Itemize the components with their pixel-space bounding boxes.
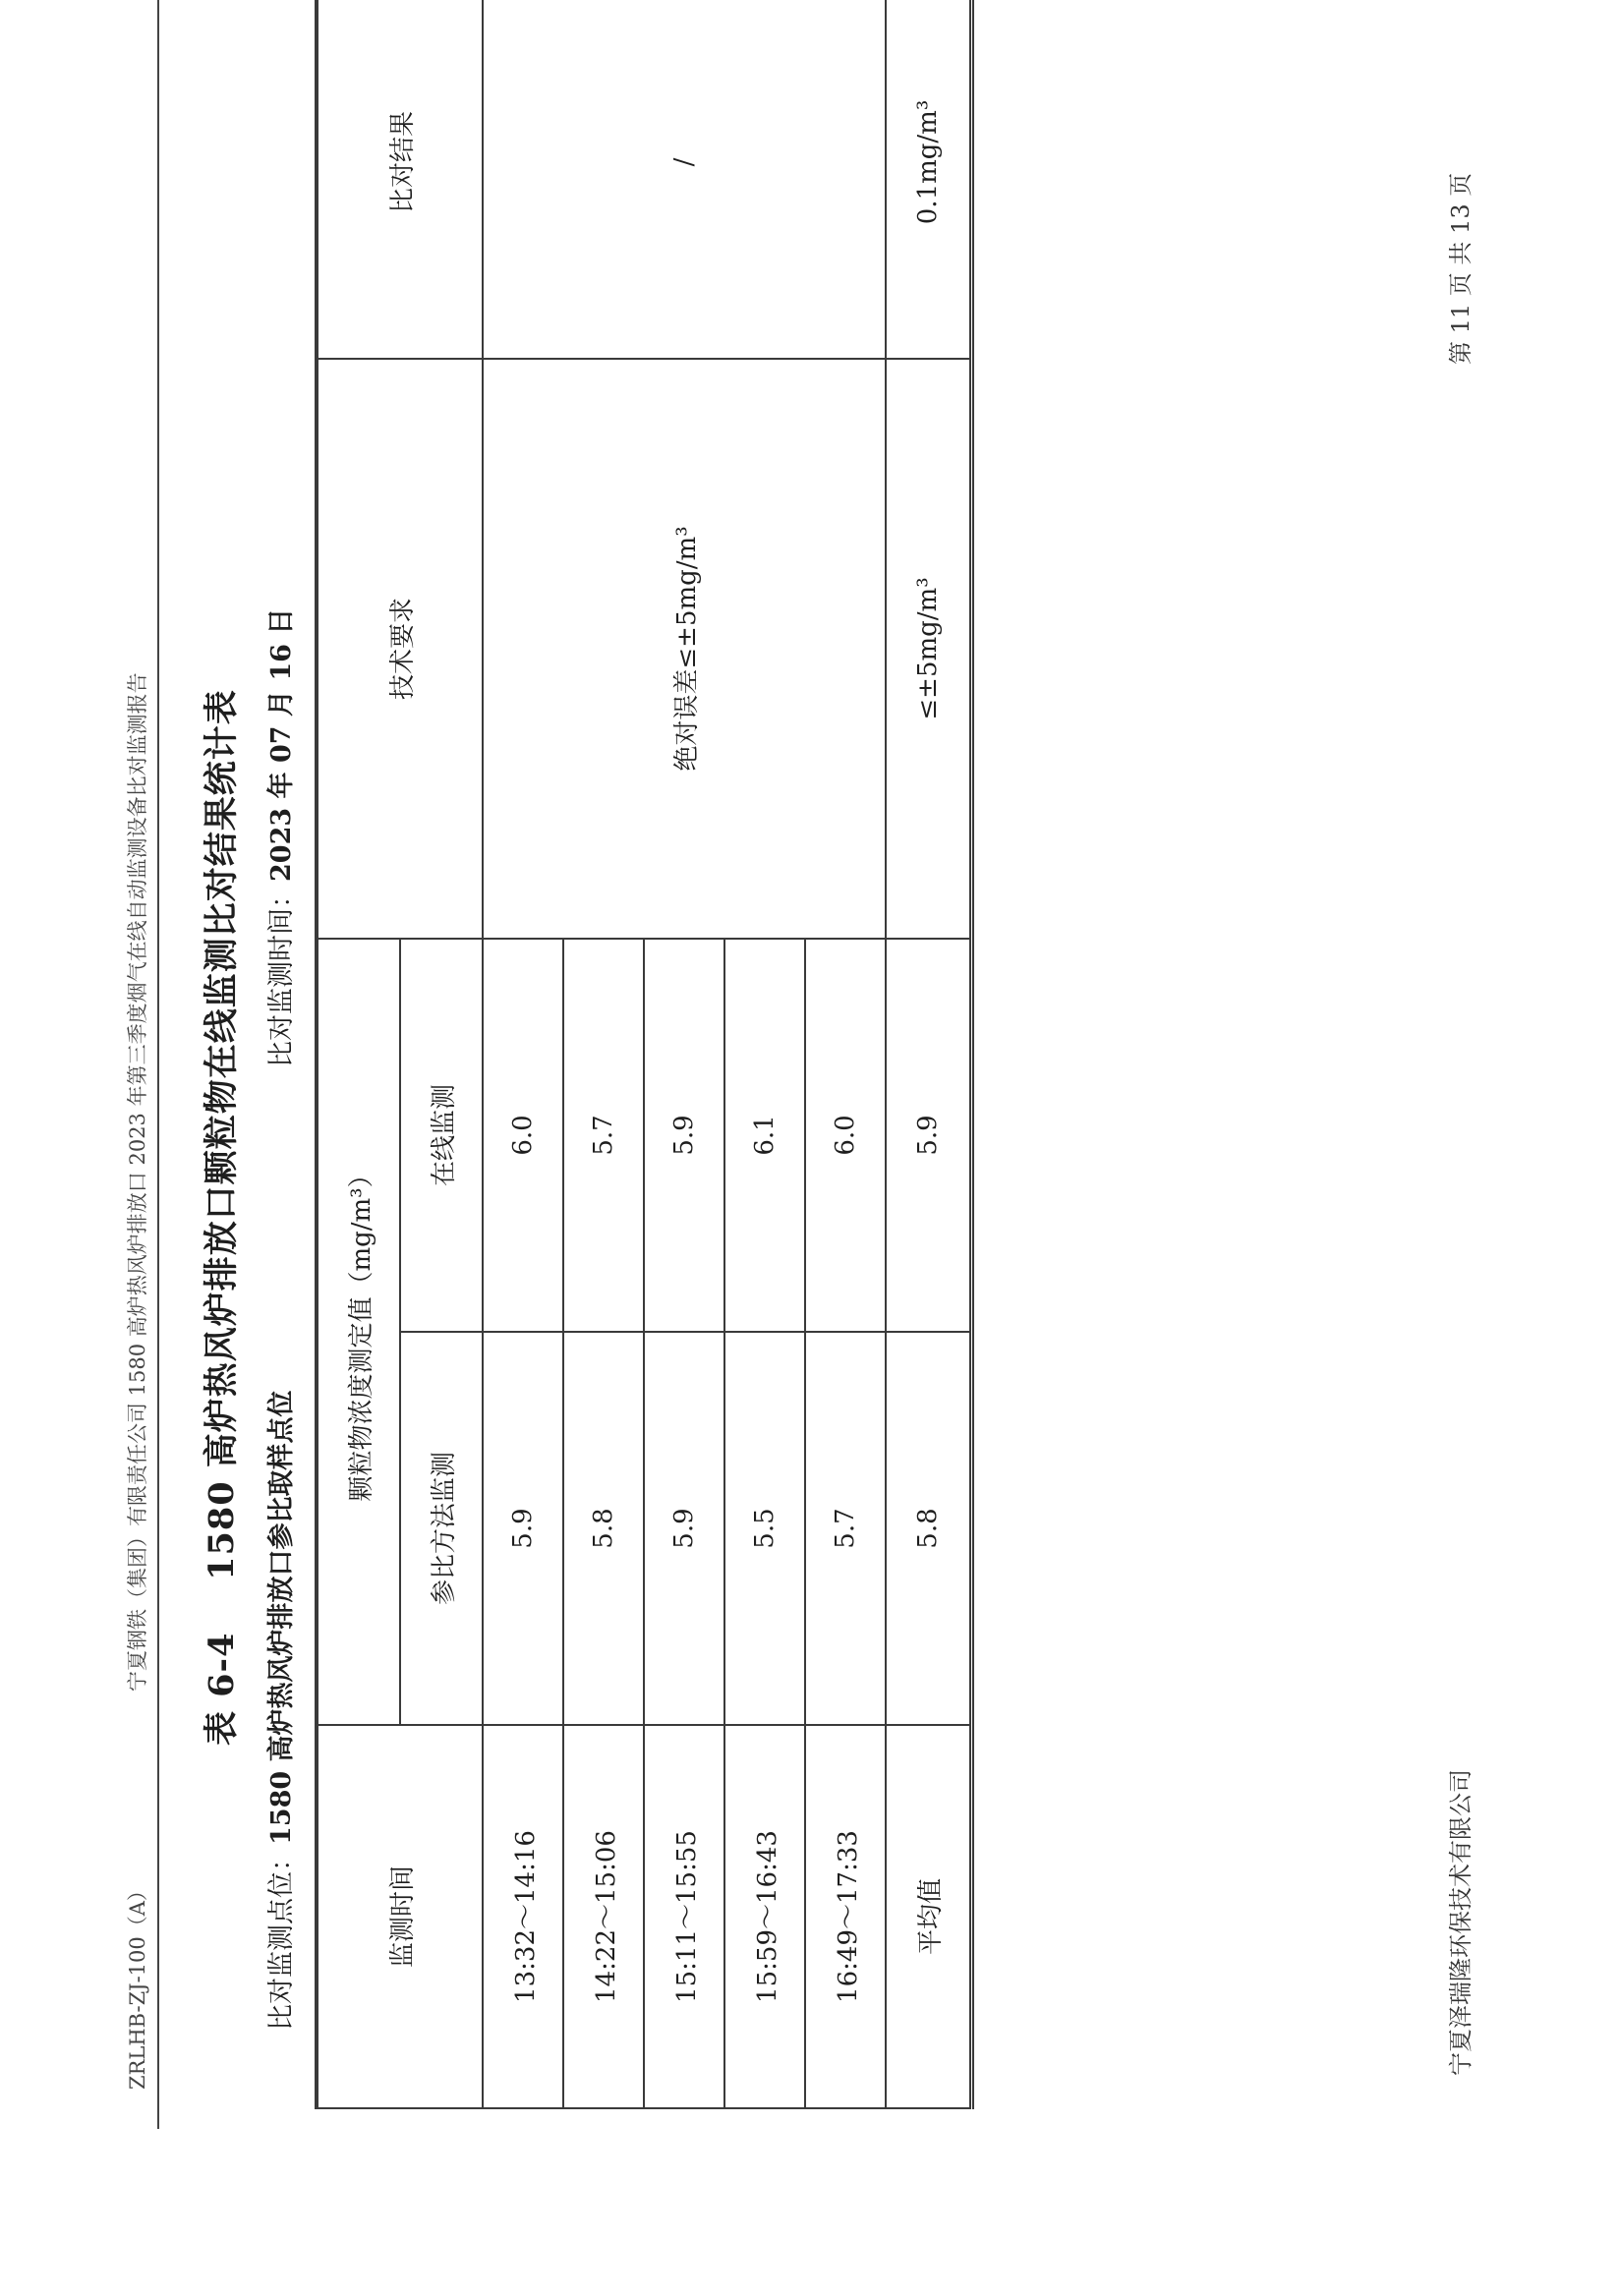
cell-time: 15:11～15:55: [644, 1725, 724, 2108]
table-title-text: 1580 高炉热风炉排放口颗粒物在线监测比对结果统计表: [202, 689, 242, 1580]
cell-online: 6.0: [805, 939, 886, 1332]
cell-online: 6.0: [483, 939, 563, 1332]
report-name: 宁夏钢铁（集团）有限责任公司 1580 高炉热风炉排放口 2023 年第三季度烟气在线自动监测设备比对监测报告: [126, 672, 149, 1692]
cell-ref: 5.9: [644, 1332, 724, 1725]
monitoring-point: [260, 1390, 298, 2031]
monitoring-time: [260, 608, 298, 1067]
avg-label: 平均值: [886, 1725, 972, 2108]
header-cell-result: 比对结果: [317, 0, 483, 359]
table-row: [483, 0, 563, 2108]
cell-ref: 5.9: [483, 1332, 563, 1725]
cell-requirement: 绝对误差≤±5mg/m³: [483, 359, 886, 939]
avg-online: 5.9: [886, 939, 972, 1332]
header-rule: [157, 0, 159, 2129]
header-cell-requirement: 技术要求: [317, 359, 483, 939]
avg-requirement: ≤±5mg/m³: [886, 359, 972, 939]
avg-ref: 5.8: [886, 1332, 972, 1725]
cell-time: 14:22～15:06: [563, 1725, 644, 2108]
cell-result: /: [483, 0, 886, 359]
header-cell-online: 在线监测: [400, 939, 483, 1332]
cell-ref: 5.5: [724, 1332, 805, 1725]
header-cell-ref: 参比方法监测: [400, 1332, 483, 1725]
monitoring-time-label: 比对监测时间：: [266, 882, 297, 1067]
avg-result: 0.1mg/m³: [886, 0, 972, 359]
cell-ref: 5.8: [563, 1332, 644, 1725]
comparison-table: [315, 0, 974, 2109]
cell-time: 16:49～17:33: [805, 1725, 886, 2108]
cell-time: 15:59～16:43: [724, 1725, 805, 2108]
header-cell-time: 监测时间: [317, 1725, 483, 2108]
monitoring-point-value: 1580 高炉热风炉排放口参比取样点位: [266, 1390, 297, 1845]
cell-online: 5.7: [563, 939, 644, 1332]
doc-code: ZRLHB-ZJ-100（A）: [126, 1880, 149, 2090]
monitoring-point-label: 比对监测点位：: [266, 1845, 297, 2031]
cell-online: 5.9: [644, 939, 724, 1332]
cell-time: 13:32～14:16: [483, 1725, 563, 2108]
footer-page-number: 第 11 页 共 13 页: [1447, 172, 1475, 365]
footer-company: 宁夏泽瑞隆环保技术有限公司: [1447, 1769, 1475, 2076]
cell-ref: 5.7: [805, 1332, 886, 1725]
table-number: 表 6-4: [202, 1632, 242, 1746]
table-title: [195, 320, 244, 1746]
monitoring-time-value: 2023 年 07 月 16 日: [266, 607, 297, 882]
average-row: [886, 0, 972, 2108]
cell-online: 6.1: [724, 939, 805, 1332]
header-cell-group: 颗粒物浓度测定值（mg/m³）: [317, 939, 400, 1725]
